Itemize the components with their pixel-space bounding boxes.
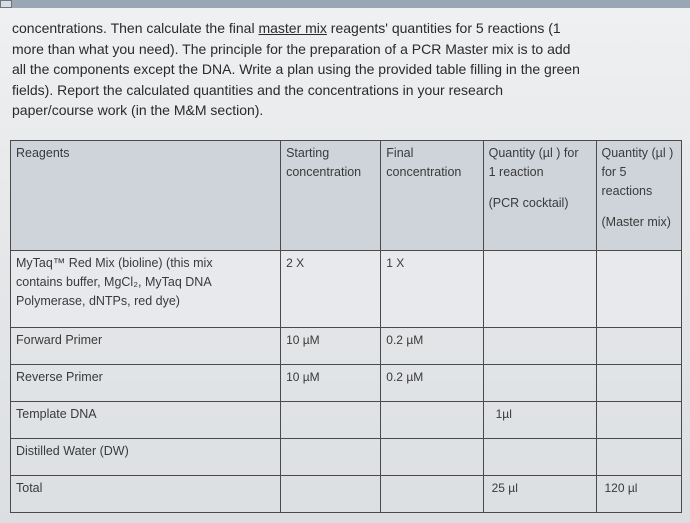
starting-concentration-cell: 10 µM	[281, 328, 381, 365]
corner-square-icon	[0, 0, 12, 8]
quantity-5-reactions-cell[interactable]	[596, 439, 682, 476]
quantity-1-reaction-cell[interactable]	[483, 439, 596, 476]
reagent-cell-distilled-water: Distilled Water (DW)	[11, 439, 281, 476]
table-row	[11, 439, 682, 476]
instructions-line-3: all the components except the DNA. Write a plan using the provided table filling in the green	[12, 61, 580, 77]
quantity-1-reaction-cell[interactable]	[483, 251, 596, 328]
quantity-5-reactions-cell: 120 µl	[596, 476, 682, 513]
quantity-5-reactions-cell[interactable]	[596, 251, 682, 328]
starting-concentration-cell: 10 µM	[281, 365, 381, 402]
starting-concentration-cell[interactable]	[281, 402, 381, 439]
final-concentration-cell: 0.2 µM	[381, 365, 483, 402]
final-concentration-cell[interactable]	[381, 439, 483, 476]
instructions-line-5: paper/course work (in the M&M section).	[12, 102, 264, 118]
quantity-5-reactions-cell[interactable]	[596, 328, 682, 365]
table-row	[11, 402, 682, 439]
pcr-reagents-table	[10, 140, 682, 513]
instructions-line-4: fields). Report the calculated quantities and the concentrations in your research	[12, 81, 504, 98]
quantity-1-reaction-cell[interactable]	[483, 365, 596, 402]
reagent-cell-reverse-primer: Reverse Primer	[11, 365, 281, 402]
table-row	[11, 365, 682, 402]
starting-concentration-cell[interactable]	[281, 439, 381, 476]
final-concentration-cell: 0.2 µM	[381, 328, 483, 365]
final-concentration-cell: 1 X	[381, 251, 483, 328]
table-header-row	[11, 141, 682, 251]
header-quantity-1-reaction: Quantity (µl ) for 1 reaction (PCR cocktail)	[483, 141, 596, 251]
header-final-concentration: Final concentration	[381, 141, 483, 251]
table-row	[11, 328, 682, 365]
instructions-line-1-start: concentrations. Then calculate the final	[12, 20, 259, 36]
reagent-cell-total: Total	[11, 476, 281, 513]
quantity-1-reaction-cell: 25 µl	[483, 476, 596, 513]
quantity-5-reactions-cell[interactable]	[596, 402, 682, 439]
master-mix-underlined: master mix	[258, 20, 327, 36]
starting-concentration-cell	[281, 476, 381, 513]
reagent-cell-mytaq: MyTaq™ Red Mix (bioline) (this mix contains buffer, MgCl₂, MyTaq DNA Polymerase, dNTPs, red dye)	[11, 251, 281, 328]
starting-concentration-cell: 2 X	[281, 251, 381, 328]
final-concentration-cell	[381, 476, 483, 513]
quantity-1-reaction-cell: 1µl	[483, 402, 596, 439]
reagent-cell-template-dna: Template DNA	[11, 402, 281, 439]
instructions-line-1	[12, 18, 672, 39]
header-starting-concentration: Starting concentration	[281, 141, 381, 251]
final-concentration-cell[interactable]	[381, 402, 483, 439]
instructions-line-2: more than what you need). The principle for the preparation of a PCR Master mix is to add	[12, 40, 571, 57]
table-row	[11, 251, 682, 328]
window-top-bar	[0, 0, 690, 8]
header-quantity-5-reactions: Quantity (µl ) for 5 reactions (Master mix)	[596, 141, 682, 251]
table-row	[11, 476, 682, 513]
reagent-cell-forward-primer: Forward Primer	[11, 328, 281, 365]
quantity-1-reaction-cell[interactable]	[483, 328, 596, 365]
instructions-text	[12, 18, 672, 121]
header-reagents: Reagents	[11, 141, 281, 251]
quantity-5-reactions-cell[interactable]	[596, 365, 682, 402]
instructions-line-1-end: reagents' quantities for 5 reactions (1	[326, 20, 561, 36]
